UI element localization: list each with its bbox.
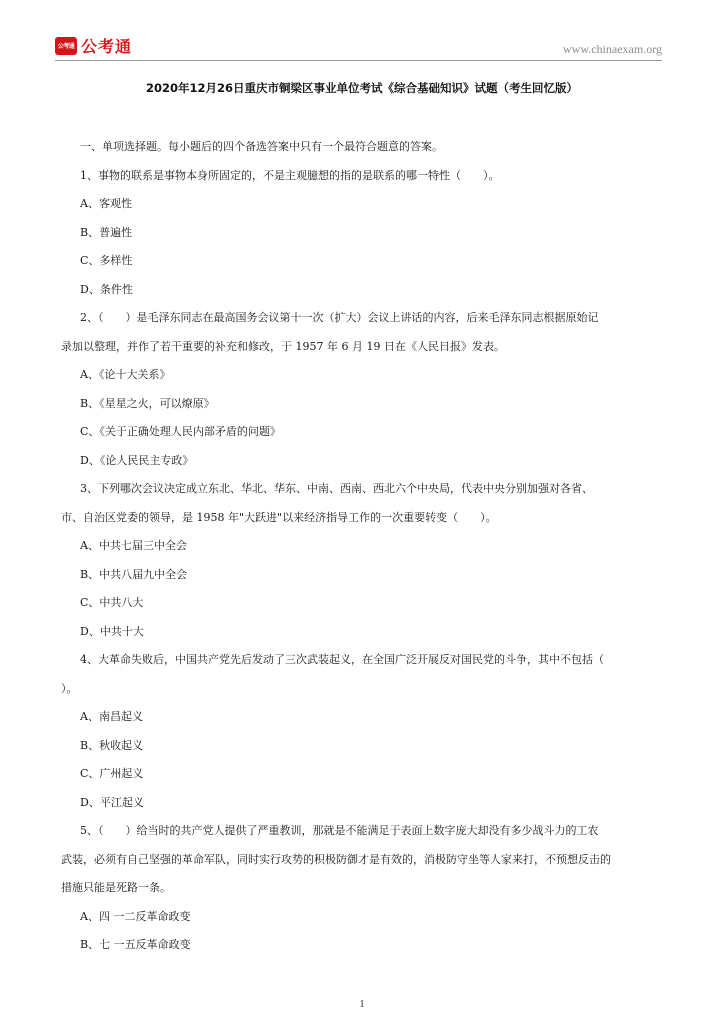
- question-stem-continued: 录加以整理，并作了若干重要的补充和修改，于 1957 年 6 月 19 日在《人民日报》发表。: [61, 339, 505, 353]
- page-header: [0, 0, 724, 62]
- document-body: [61, 133, 660, 960]
- question-stem: 5、（ ）给当时的共产党人提供了严重教训，那就是不能满足于表面上数字庞大却没有多少战斗力的工农: [80, 824, 599, 837]
- option-c: C、中共八大: [80, 596, 144, 609]
- logo-badge-icon: [55, 37, 77, 55]
- question-stem-continued: ）。: [61, 681, 78, 695]
- question-stem: 4、大革命失败后，中国共产党先后发动了三次武装起义，在全国广泛开展反对国民党的斗争，其中不包括（: [80, 653, 604, 666]
- document-title: 2020年12月26日重庆市铜梁区事业单位考试《综合基础知识》试题（考生回忆版）: [145, 81, 578, 95]
- option-d: D、平江起义: [80, 795, 144, 809]
- option-c: C、广州起义: [80, 767, 144, 780]
- question-stem-continued: 市、自治区党委的领导，是 1958 年"大跃进"以来经济指导工作的一次重要转变（ ）。: [61, 510, 497, 524]
- option-b: B、中共八届九中全会: [80, 567, 188, 581]
- option-a: A、客观性: [80, 197, 132, 210]
- question-stem-continued: 武装，必须有自己坚强的革命军队，同时实行攻势的积极防御才是有效的，消极防守坐等人家来打，不预想反击的: [61, 852, 611, 866]
- question-stem-continued: 措施只能是死路一条。: [61, 881, 171, 894]
- option-d: D、《论人民民主专政》: [80, 453, 194, 467]
- logo-name: 公考通: [81, 37, 133, 56]
- option-b: B、普遍性: [80, 225, 133, 239]
- question-stem: 2、（ ）是毛泽东同志在最高国务会议第十一次（扩大）会议上讲话的内容，后来毛泽东同志根据原始记: [80, 311, 599, 324]
- option-a: A、中共七届三中全会: [80, 539, 187, 552]
- option-a: A、《论十大关系》: [80, 368, 171, 381]
- section-heading: 一、单项选择题。每小题后的四个备选答案中只有一个最符合题意的答案。: [80, 140, 443, 153]
- question-1: [80, 162, 660, 305]
- page-number: 1: [359, 998, 365, 1010]
- brand-logo[interactable]: [55, 34, 132, 57]
- option-c: C、多样性: [80, 254, 133, 267]
- question-5: [61, 817, 660, 960]
- question-stem: 3、下列哪次会议决定成立东北、华北、华东、中南、西南、西北六个中央局，代表中央分别加强对各省、: [80, 482, 593, 495]
- option-b: B、秋收起义: [80, 738, 144, 752]
- question-stem: 1、事物的联系是事物本身所固定的，不是主观臆想的指的是联系的哪一特性（ ）。: [80, 168, 500, 182]
- logo-badge-text: 公考通: [57, 43, 75, 50]
- question-3: [61, 475, 660, 646]
- option-d: D、中共十大: [80, 624, 144, 638]
- question-4: [61, 646, 660, 817]
- option-d: D、条件性: [80, 282, 133, 296]
- option-b: B、七 一五反革命政变: [80, 938, 191, 951]
- option-b: B、《星星之火，可以燎原》: [80, 396, 215, 410]
- option-c: C、《关于正确处理人民内部矛盾的问题》: [80, 425, 281, 438]
- header-divider: [55, 60, 662, 61]
- option-a: A、四 一二反革命政变: [80, 909, 191, 923]
- option-a: A、南昌起义: [80, 710, 143, 723]
- site-url[interactable]: www.chinaexam.org: [563, 42, 662, 56]
- question-2: [61, 304, 660, 475]
